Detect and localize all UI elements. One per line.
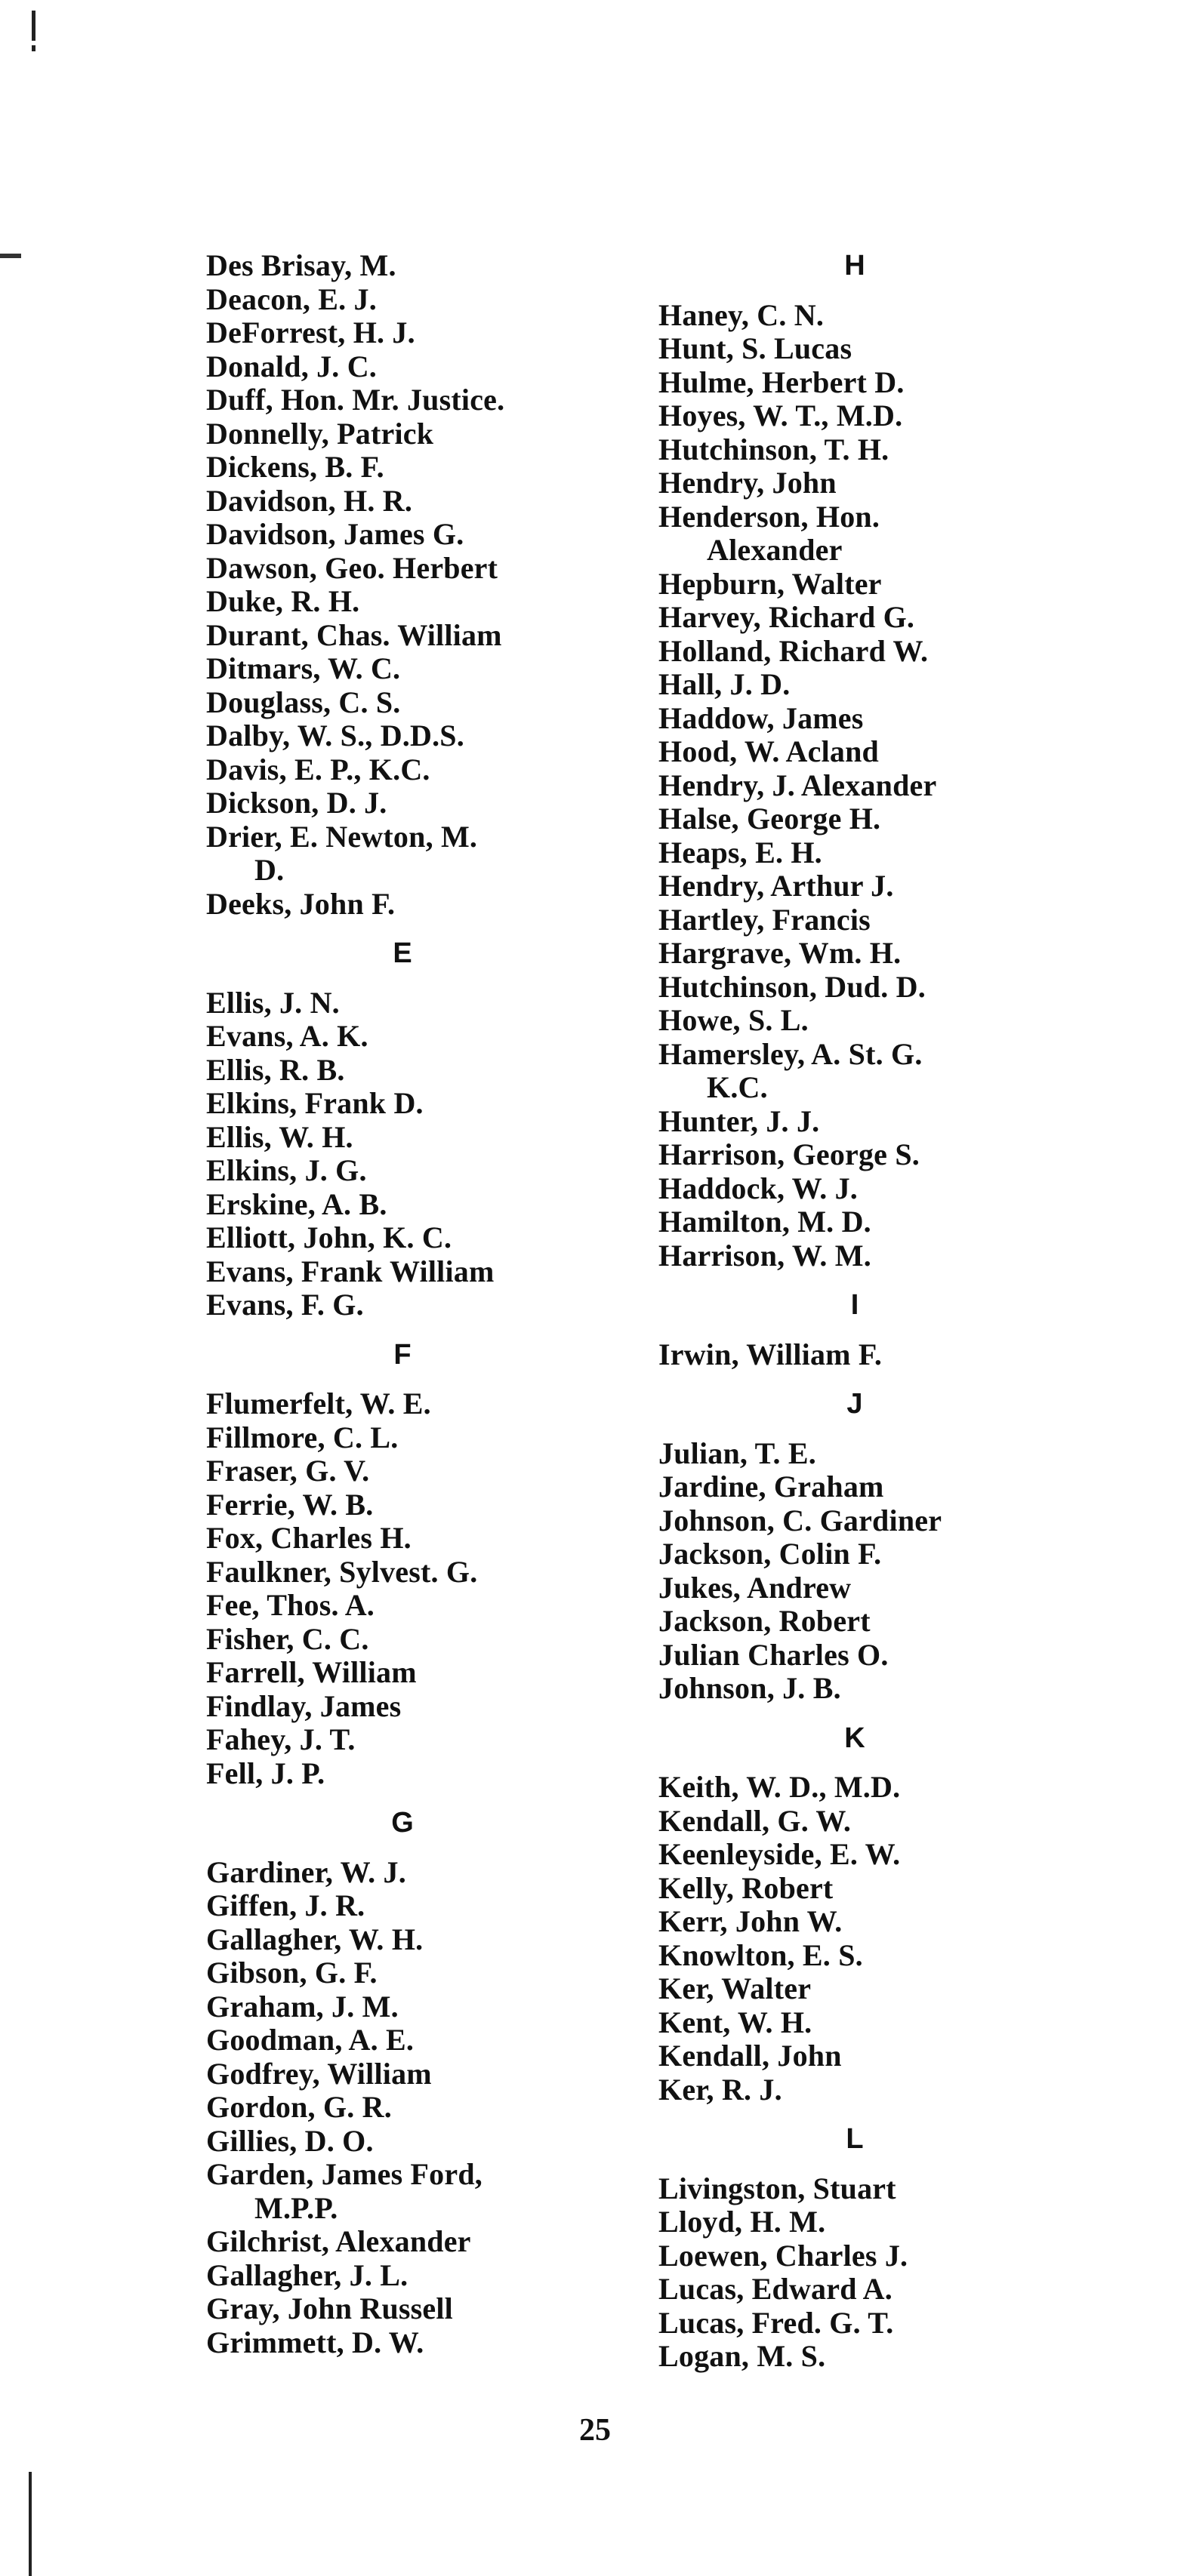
name-entry: Hepburn, Walter: [658, 566, 882, 601]
name-entry: Hulme, Herbert D.: [658, 365, 905, 399]
name-entry: Gardiner, W. J.: [206, 1854, 406, 1889]
name-entry: Elliott, John, K. C.: [206, 1220, 452, 1254]
name-entry: Gibson, G. F.: [206, 1956, 378, 1990]
name-entry: Duff, Hon. Mr. Justice.: [206, 383, 505, 417]
name-entry: Elkins, Frank D.: [206, 1086, 424, 1120]
section-letter-heading: J: [846, 1388, 863, 1420]
name-entry: Johnson, C. Gardiner: [658, 1503, 942, 1537]
name-entry: Flumerfelt, W. E.: [206, 1386, 431, 1420]
name-entry: Fahey, J. T.: [206, 1722, 356, 1756]
name-entry: Harvey, Richard G.: [658, 600, 915, 634]
name-entry: Dickens, B. F.: [206, 450, 384, 484]
name-entry: Lucas, Fred. G. T.: [658, 2305, 894, 2340]
name-entry: Elkins, J. G.: [206, 1153, 367, 1187]
name-entry: Godfrey, William: [206, 2056, 432, 2091]
name-entry: Evans, Frank William: [206, 1254, 495, 1288]
name-entry: Dalby, W. S., D.D.S.: [206, 719, 464, 752]
name-entry: Lucas, Edward A.: [658, 2272, 892, 2306]
name-entry: Harrison, W. M.: [658, 1238, 871, 1273]
name-entry: Kelly, Robert: [658, 1870, 834, 1905]
name-entry: Johnson, J. B.: [658, 1671, 841, 1705]
name-entry: Hendry, J. Alexander: [658, 768, 937, 802]
name-entry: Hall, J. D.: [658, 667, 791, 701]
name-entry: Fraser, G. V.: [206, 1454, 370, 1488]
name-entry: Keenleyside, E. W.: [658, 1837, 901, 1871]
name-entry: Dickson, D. J.: [206, 786, 387, 820]
name-entry: Loewen, Charles J.: [658, 2238, 908, 2273]
name-entry-continuation: K.C.: [707, 1070, 768, 1104]
margin-mark-dot: [32, 45, 35, 51]
name-entry: Donald, J. C.: [206, 349, 377, 383]
name-entry: Haney, C. N.: [658, 297, 825, 332]
section-letter-heading: F: [393, 1338, 412, 1371]
name-entry: Henderson, Hon.: [658, 499, 880, 534]
name-entry: Drier, E. Newton, M.: [206, 819, 478, 854]
name-entry: Howe, S. L.: [658, 1003, 809, 1037]
name-entry: Evans, F. G.: [206, 1288, 364, 1322]
name-entry: Heaps, E. H.: [658, 835, 822, 869]
section-letter-heading: E: [393, 937, 412, 969]
name-entry: Gillies, D. O.: [206, 2123, 374, 2158]
name-entry: Ellis, J. N.: [206, 985, 340, 1020]
name-entry: Ellis, W. H.: [206, 1119, 353, 1154]
section-letter-heading: L: [846, 2123, 864, 2155]
name-entry: Farrell, William: [206, 1655, 417, 1689]
name-entry-continuation: D.: [254, 853, 285, 887]
name-entry: Ker, R. J.: [658, 2072, 782, 2107]
name-entry: Des Brisay, M.: [206, 248, 396, 282]
name-entry: Hunt, S. Lucas: [658, 331, 852, 365]
margin-mark-bottom: [29, 2472, 32, 2576]
name-entry: Ferrie, W. B.: [206, 1487, 374, 1522]
name-entry: Evans, A. K.: [206, 1019, 368, 1053]
name-entry: Kendall, John: [658, 2039, 842, 2073]
name-entry: Irwin, William F.: [658, 1337, 883, 1371]
name-entry: Goodman, A. E.: [206, 2023, 415, 2057]
name-entry: Livingston, Stuart: [658, 2171, 896, 2205]
name-entry-continuation: Alexander: [707, 533, 843, 567]
name-entry: Gallagher, J. L.: [206, 2257, 408, 2292]
name-entry: Fisher, C. C.: [206, 1621, 369, 1656]
name-entry: Giffen, J. R.: [206, 1888, 365, 1922]
name-entry: Faulkner, Sylvest. G.: [206, 1554, 478, 1589]
name-entry: Kerr, John W.: [658, 1904, 843, 1938]
name-entry: Dawson, Geo. Herbert: [206, 550, 498, 585]
section-letter-heading: I: [850, 1289, 859, 1321]
name-entry: Ker, Walter: [658, 1971, 812, 2005]
name-entry: Gray, John Russell: [206, 2291, 453, 2325]
name-entry: Jardine, Graham: [658, 1470, 884, 1503]
name-entry: Durant, Chas. William: [206, 617, 502, 652]
name-entry: Hamilton, M. D.: [658, 1205, 871, 1239]
name-entry: Keith, W. D., M.D.: [658, 1770, 901, 1804]
name-entry: Fox, Charles H.: [206, 1521, 412, 1555]
name-entry: Holland, Richard W.: [658, 633, 929, 668]
name-entry: Kendall, G. W.: [658, 1803, 852, 1838]
name-entry: Duke, R. H.: [206, 584, 360, 618]
name-entry: Halse, George H.: [658, 802, 881, 836]
name-entry: Garden, James Ford,: [206, 2157, 482, 2191]
name-entry: Hargrave, Wm. H.: [658, 936, 902, 970]
name-entry: Ditmars, W. C.: [206, 651, 401, 685]
right-name-column: [658, 249, 1142, 2374]
name-entry: Hendry, John: [658, 466, 837, 500]
margin-mark: [32, 11, 35, 41]
name-entry: Logan, M. S.: [658, 2339, 826, 2373]
name-entry: Haddow, James: [658, 700, 864, 735]
name-entry: Fell, J. P.: [206, 1756, 325, 1790]
name-entry: Douglass, C. S.: [206, 685, 401, 719]
name-entry: Haddock, W. J.: [658, 1171, 859, 1205]
name-entry: Deacon, E. J.: [206, 282, 377, 316]
name-entry: Lloyd, H. M.: [658, 2205, 826, 2239]
name-entry: Julian Charles O.: [658, 1637, 889, 1672]
section-letter-heading: K: [844, 1722, 865, 1754]
name-entry: Gordon, G. R.: [206, 2090, 392, 2124]
name-entry: Graham, J. M.: [206, 1989, 399, 2024]
name-entry: Hutchinson, T. H.: [658, 432, 889, 466]
name-entry: Gilchrist, Alexander: [206, 2224, 471, 2258]
name-entry: Hutchinson, Dud. D.: [658, 969, 926, 1004]
section-letter-heading: H: [844, 250, 865, 282]
name-entry: Harrison, George S.: [658, 1137, 920, 1171]
name-entry: Julian, T. E.: [658, 1436, 816, 1470]
name-entry-continuation: M.P.P.: [254, 2190, 338, 2225]
name-entry: Jukes, Andrew: [658, 1570, 852, 1605]
name-entry: Findlay, James: [206, 1688, 402, 1723]
name-entry: Grimmett, D. W.: [206, 2325, 424, 2359]
name-entry: Hamersley, A. St. G.: [658, 1036, 923, 1071]
name-entry: Deeks, John F.: [206, 886, 396, 921]
name-entry: DeForrest, H. J.: [206, 315, 415, 349]
page-number: 25: [579, 2413, 611, 2448]
name-entry: Fillmore, C. L.: [206, 1420, 399, 1454]
name-entry: Hood, W. Acland: [658, 734, 880, 768]
name-entry: Ellis, R. B.: [206, 1052, 345, 1087]
name-entry: Knowlton, E. S.: [658, 1937, 863, 1972]
name-entry: Gallagher, W. H.: [206, 1922, 424, 1956]
name-entry: Davis, E. P., K.C.: [206, 752, 430, 786]
name-entry: Donnelly, Patrick: [206, 416, 434, 451]
name-entry: Davidson, H. R.: [206, 483, 413, 518]
name-entry: Fee, Thos. A.: [206, 1588, 375, 1622]
name-entry: Hartley, Francis: [658, 902, 871, 937]
name-entry: Hendry, Arthur J.: [658, 869, 894, 903]
name-entry: Davidson, James G.: [206, 517, 464, 551]
margin-mark-side: [0, 254, 21, 258]
name-entry: Hunter, J. J.: [658, 1103, 820, 1138]
name-entry: Hoyes, W. T., M.D.: [658, 399, 903, 432]
section-letter-heading: G: [391, 1807, 414, 1839]
name-entry: Kent, W. H.: [658, 2005, 812, 2039]
left-name-column: [206, 249, 659, 2359]
name-entry: Jackson, Colin F.: [658, 1537, 882, 1571]
name-entry: Jackson, Robert: [658, 1604, 871, 1638]
name-entry: Erskine, A. B.: [206, 1186, 387, 1221]
